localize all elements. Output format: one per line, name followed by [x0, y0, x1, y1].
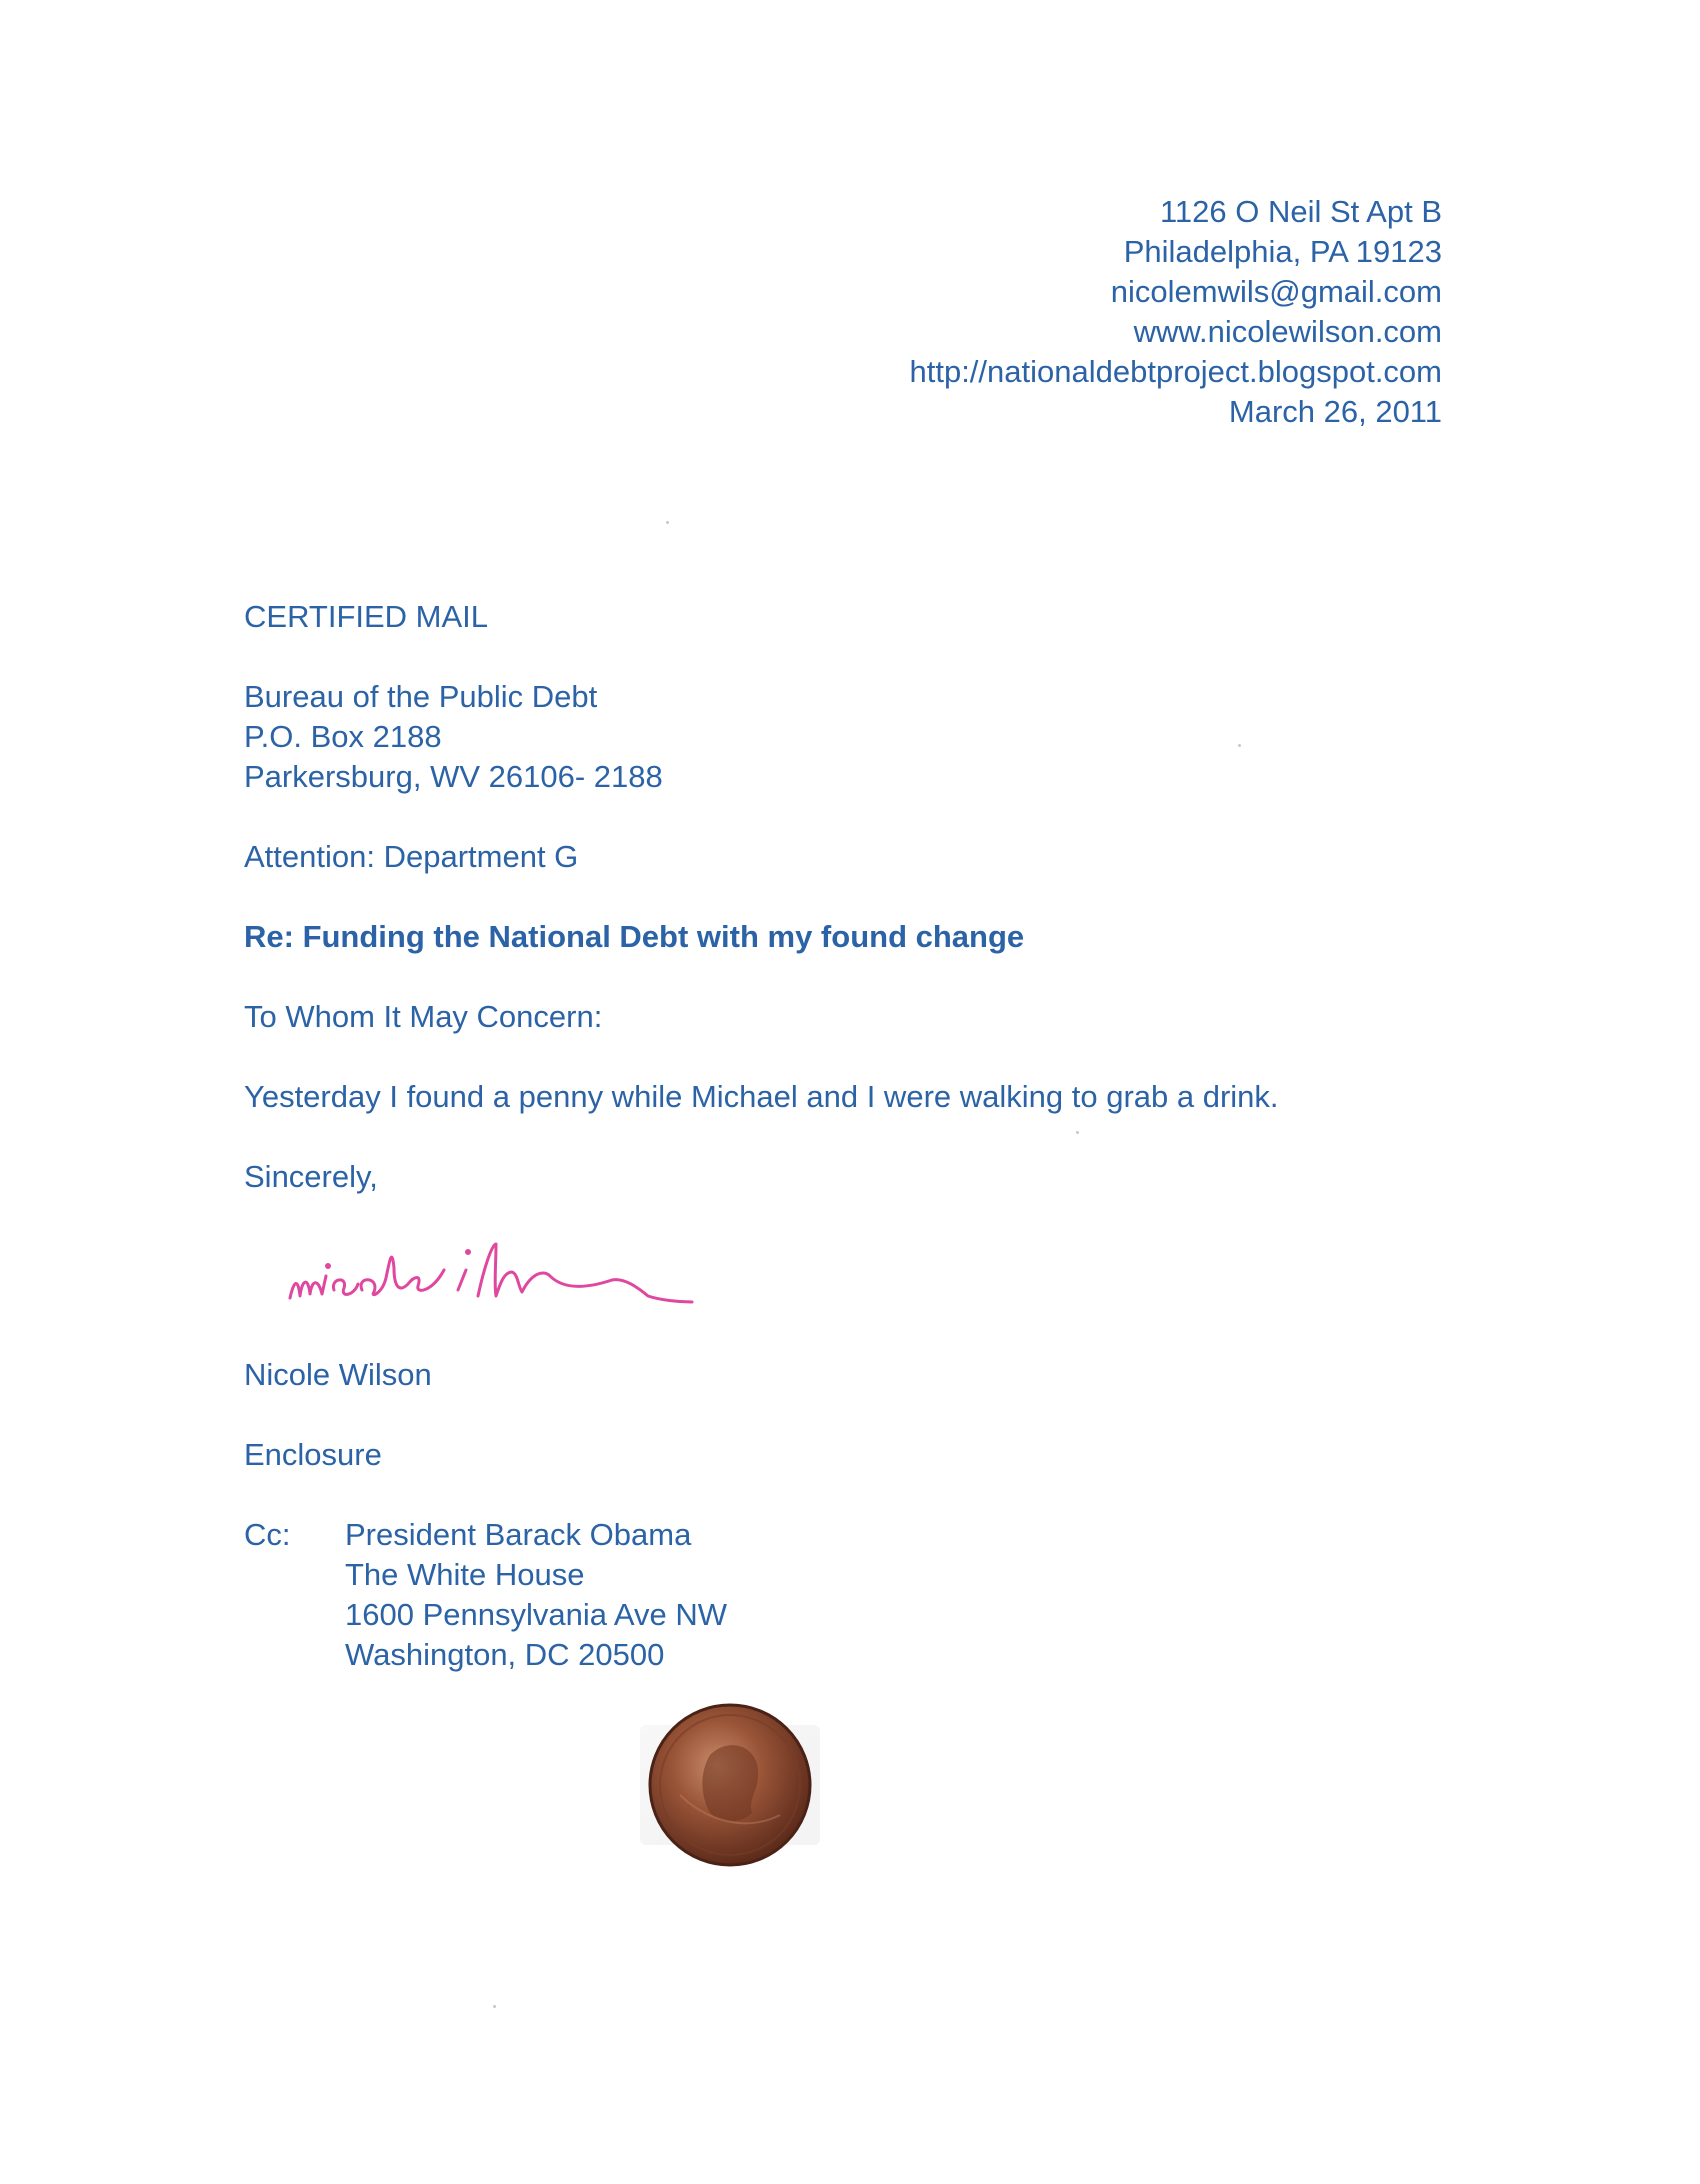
- sender-blog: http://nationaldebtproject.blogspot.com: [909, 354, 1442, 389]
- letter-date: March 26, 2011: [1228, 394, 1442, 429]
- scan-speck: [666, 521, 669, 524]
- scan-speck: [1238, 744, 1241, 747]
- sender-city: Philadelphia, PA 19123: [1123, 234, 1442, 269]
- salutation: To Whom It May Concern:: [244, 999, 603, 1034]
- penny-icon: [640, 1695, 820, 1875]
- subject-line: Re: Funding the National Debt with my found change: [244, 919, 1025, 954]
- scan-speck: [493, 2005, 496, 2008]
- recipient-address-block: [244, 677, 663, 797]
- sender-street: 1126 O Neil St Apt B: [1159, 194, 1442, 229]
- cc-address-block: [345, 1515, 727, 1675]
- recipient-name: Bureau of the Public Debt: [244, 679, 598, 714]
- sender-email: nicolemwils@gmail.com: [1110, 274, 1442, 309]
- recipient-po-box: P.O. Box 2188: [244, 719, 442, 754]
- attention-line: Attention: Department G: [244, 839, 579, 874]
- cc-city: Washington, DC 20500: [345, 1637, 665, 1672]
- recipient-city: Parkersburg, WV 26106- 2188: [244, 759, 663, 794]
- sender-website: www.nicolewilson.com: [1133, 314, 1442, 349]
- delivery-method: CERTIFIED MAIL: [244, 599, 489, 634]
- enclosure-note: Enclosure: [244, 1437, 382, 1472]
- signer-name: Nicole Wilson: [244, 1357, 432, 1392]
- body-paragraph: Yesterday I found a penny while Michael and I were walking to grab a drink.: [244, 1079, 1279, 1114]
- closing: Sincerely,: [244, 1159, 378, 1194]
- cc-label: Cc:: [244, 1517, 291, 1552]
- cc-org: The White House: [345, 1557, 585, 1592]
- cc-street: 1600 Pennsylvania Ave NW: [345, 1597, 727, 1632]
- signature-icon: [282, 1218, 712, 1328]
- sender-address-block: [909, 192, 1442, 432]
- cc-name: President Barack Obama: [345, 1517, 692, 1552]
- scan-speck: [1076, 1131, 1079, 1134]
